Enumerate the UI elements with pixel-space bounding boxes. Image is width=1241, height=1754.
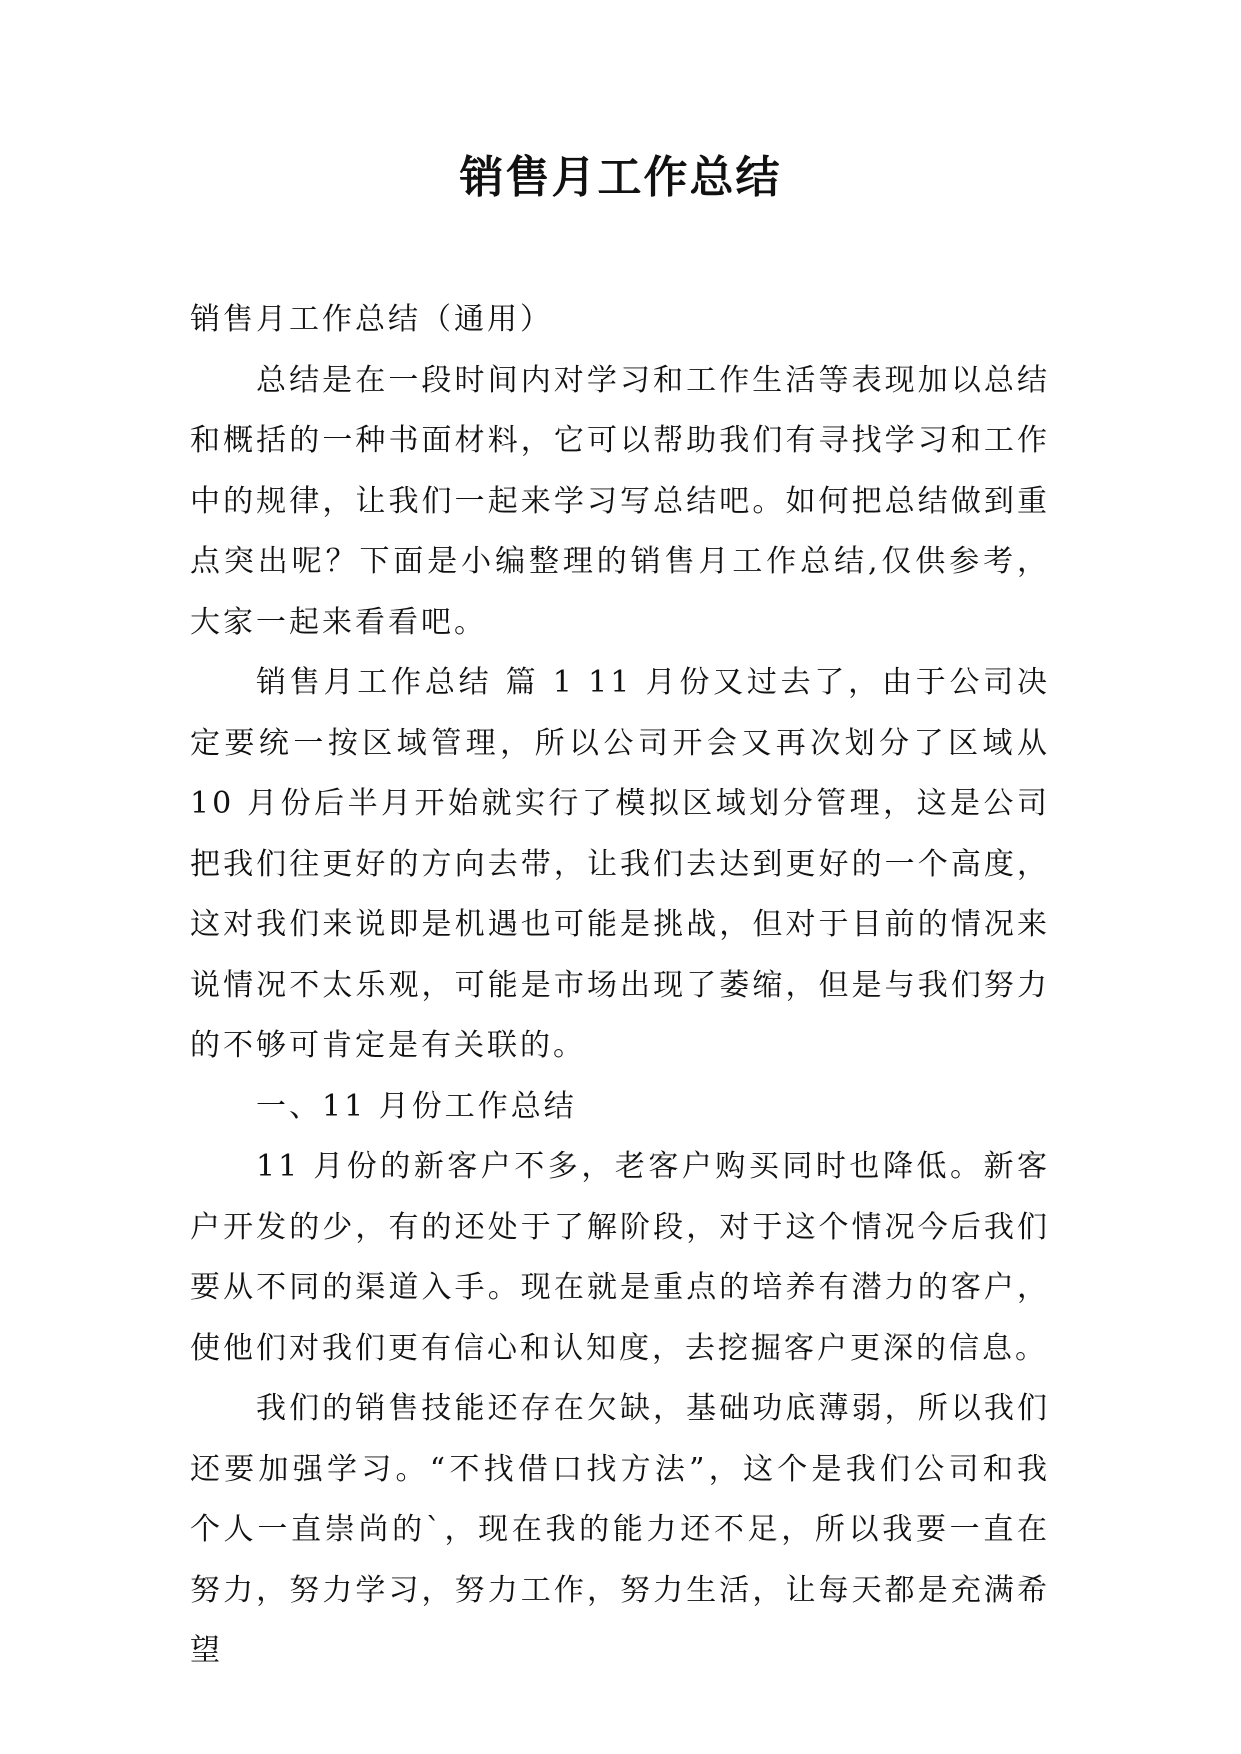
- document-body: [190, 290, 1050, 1682]
- intro-paragraph: 总结是在一段时间内对学习和工作生活等表现加以总结和概括的一种书面材料，它可以帮助我们有寻找学习和工作中的规律，让我们一起来学习写总结吧。如何把总结做到重点突出呢？下面是小编整理的销售月工作总结,仅供参考，大家一起来看看吧。: [190, 362, 1050, 640]
- heading-november-summary: 一、11 月份工作总结: [256, 1088, 577, 1124]
- subtitle-paragraph: 销售月工作总结（通用）: [190, 302, 553, 337]
- paragraph-new-customers: 11 月份的新客户不多，老客户购买同时也降低。新客户开发的少，有的还处于了解阶段，对于这个情况今后我们要从不同的渠道入手。现在就是重点的培养有潜力的客户，使他们对我们更有信心和认知度，去挖掘客户更深的信息。: [190, 1149, 1050, 1366]
- document-title: 销售月工作总结: [459, 152, 782, 203]
- paragraph-sales-skills: 我们的销售技能还存在欠缺，基础功底薄弱，所以我们还要加强学习。“不找借口找方法”，这个是我们公司和我个人一直崇尚的`，现在我的能力还不足，所以我要一直在努力，努力学习，努力工作，努力生活，让每天都是充满希望: [190, 1391, 1050, 1668]
- section-paragraph-1: 销售月工作总结 篇 1 11 月份又过去了，由于公司决定要统一按区域管理，所以公司开会又再次划分了区域从 10 月份后半月开始就实行了模拟区域划分管理，这是公司把我们往更好的方向去带，让我们去达到更好的一个高度，这对我们来说即是机遇也可能是挑战，但对于目前的情况来说情况不太乐观，可能是市场出现了萎缩，但是与我们努力的不够可肯定是有关联的。: [190, 665, 1050, 1063]
